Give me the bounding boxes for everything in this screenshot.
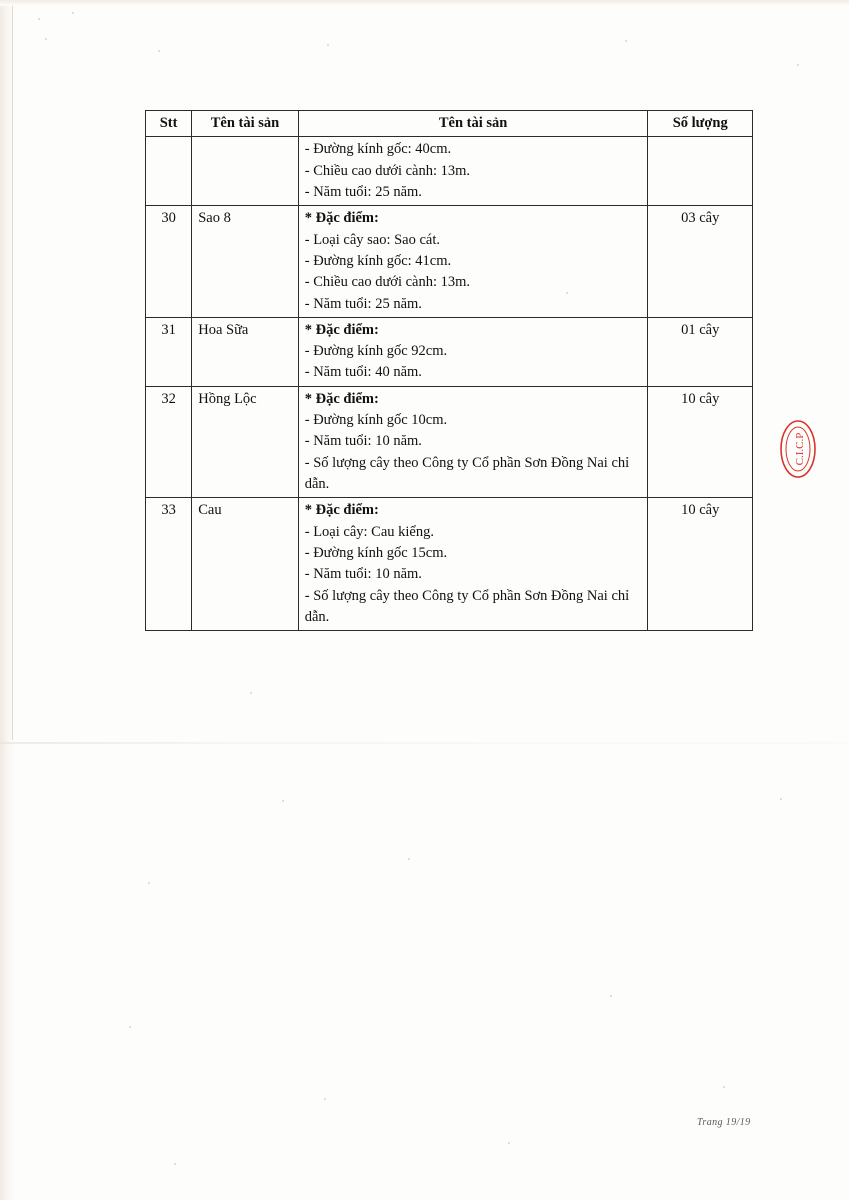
- cell-asset-name: [192, 137, 299, 206]
- page-footer-note: Trang 19/19: [697, 1117, 751, 1128]
- official-stamp: [772, 418, 824, 480]
- description-line: - Số lượng cây theo Công ty Cổ phần Sơn Đồng Nai chỉ dẫn.: [304, 454, 630, 492]
- cell-stt: 31: [146, 317, 192, 386]
- description-line: * Đặc điểm:: [304, 502, 379, 519]
- svg-text:C.I.C.P: C.I.C.P: [794, 432, 806, 466]
- description-line: - Đường kính gốc 10cm.: [304, 412, 448, 429]
- description-line: - Đường kính gốc: 40cm.: [304, 141, 452, 158]
- description-line: - Năm tuổi: 40 năm.: [304, 364, 422, 381]
- description-line: - Đường kính gốc: 41cm.: [304, 252, 452, 269]
- cell-quantity: [648, 137, 753, 206]
- cell-stt: 33: [146, 498, 192, 631]
- description-line: * Đặc điểm:: [304, 210, 379, 227]
- description-line: - Đường kính gốc 15cm.: [304, 544, 448, 561]
- scan-fold-line: [0, 742, 849, 744]
- description-line: - Số lượng cây theo Công ty Cổ phần Sơn Đồng Nai chỉ dẫn.: [304, 587, 630, 625]
- cell-asset-name: Cau: [192, 498, 299, 631]
- table-row: [146, 386, 753, 498]
- table-row: [146, 137, 753, 206]
- cell-asset-name: Hoa Sữa: [192, 317, 299, 386]
- column-header-quantity: Số lượng: [648, 111, 753, 137]
- table-header-row: [146, 111, 753, 137]
- cell-description: [298, 137, 648, 206]
- cell-description: [298, 206, 648, 318]
- cell-stt: 30: [146, 206, 192, 318]
- description-line: - Năm tuổi: 25 năm.: [304, 295, 422, 312]
- cell-stt: [146, 137, 192, 206]
- description-line: * Đặc điểm:: [304, 390, 379, 407]
- column-header-stt: Stt: [146, 111, 192, 137]
- description-line: - Năm tuổi: 10 năm.: [304, 566, 422, 583]
- description-line: - Đường kính gốc 92cm.: [304, 343, 448, 360]
- description-line: - Chiều cao dưới cành: 13m.: [304, 274, 471, 291]
- cell-asset-name: Hồng Lộc: [192, 386, 299, 498]
- description-line: * Đặc điểm:: [304, 321, 379, 338]
- description-line: - Chiều cao dưới cành: 13m.: [304, 162, 471, 179]
- table-header: [146, 111, 753, 137]
- scan-top-shadow: [0, 0, 849, 6]
- cell-description: [298, 386, 648, 498]
- asset-table-container: [145, 110, 753, 631]
- cell-quantity: 03 cây: [648, 206, 753, 318]
- cell-description: [298, 317, 648, 386]
- cell-description: [298, 498, 648, 631]
- column-header-asset-name: Tên tài sản: [192, 111, 299, 137]
- table-body: [146, 137, 753, 631]
- cell-asset-name: Sao 8: [192, 206, 299, 318]
- cell-quantity: 10 cây: [648, 386, 753, 498]
- cell-stt: 32: [146, 386, 192, 498]
- column-header-asset-description: Tên tài sản: [298, 111, 648, 137]
- description-line: - Loại cây: Cau kiểng.: [304, 523, 434, 540]
- description-line: - Năm tuổi: 25 năm.: [304, 183, 422, 200]
- cell-quantity: 01 cây: [648, 317, 753, 386]
- table-row: [146, 317, 753, 386]
- cell-quantity: 10 cây: [648, 498, 753, 631]
- asset-table: [145, 110, 753, 631]
- description-line: - Năm tuổi: 10 năm.: [304, 433, 422, 450]
- table-row: [146, 206, 753, 318]
- scan-left-line: [12, 0, 13, 740]
- description-line: - Loại cây sao: Sao cát.: [304, 231, 441, 248]
- table-row: [146, 498, 753, 631]
